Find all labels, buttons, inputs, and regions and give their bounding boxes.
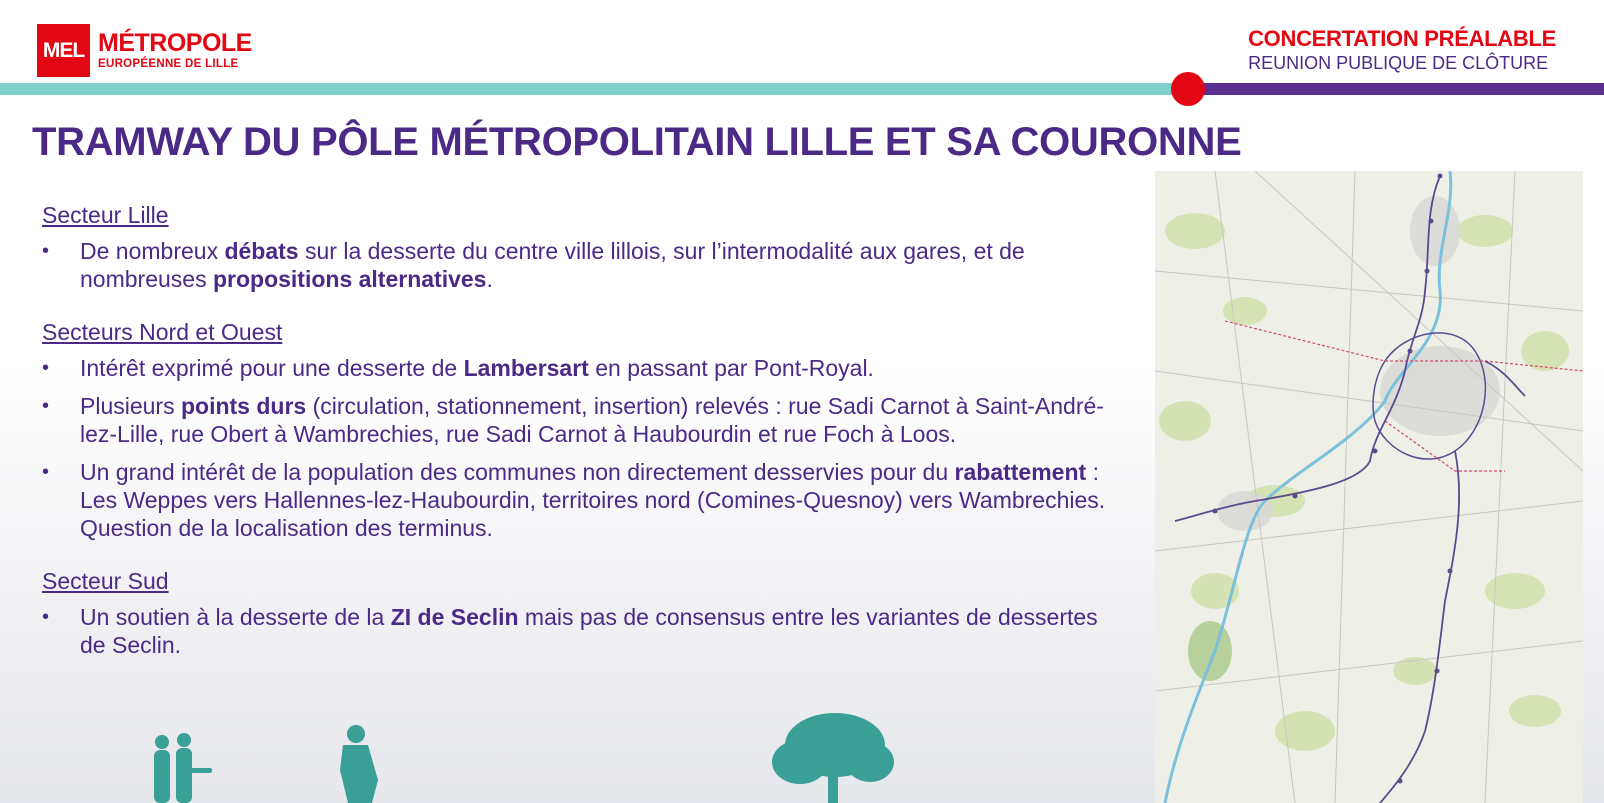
bullet-item	[42, 458, 1122, 542]
slide-title: TRAMWAY DU PÔLE MÉTROPOLITAIN LILLE ET SA COURONNE	[32, 120, 1242, 164]
bullet-text: Un grand intérêt de la population des communes non directement desservies pour du	[80, 459, 955, 485]
logo-mark: MEL	[37, 24, 90, 77]
bullet-text: : Les Weppes vers Hallennes-lez-Haubourdin, territoires nord (Comines-Quesnoy) vers Wambrechies. Question de la localisation des terminus.	[80, 459, 1106, 541]
sector-heading: Secteurs Nord et Ouest	[42, 319, 283, 345]
bold-text: ZI de Seclin	[390, 604, 519, 630]
bullet-list	[42, 603, 1122, 659]
bullet-text: Plusieurs	[80, 393, 181, 419]
bullet-item	[42, 354, 1122, 382]
bullet-text: sur la desserte du centre ville lillois, sur l’intermodalité aux gares, et de nombreuses	[80, 238, 1025, 292]
decorative-silhouettes	[0, 700, 1100, 803]
bullet-list	[42, 354, 1122, 542]
slide-content	[42, 202, 1122, 685]
logo-line2: EUROPÉENNE DE LILLE	[98, 57, 239, 70]
bullet-item	[42, 392, 1122, 448]
bullet-list	[42, 237, 1122, 293]
header-right	[1248, 26, 1556, 74]
cyclist-icon	[347, 725, 365, 743]
person-icon	[155, 735, 169, 749]
logo-text	[98, 28, 252, 71]
sector-heading: Secteur Lille	[42, 202, 169, 228]
bullet-text: .	[486, 266, 493, 292]
map-illustration	[1155, 171, 1583, 803]
bullet-item	[42, 237, 1122, 293]
bold-text: Lambersart	[463, 355, 589, 381]
bullet-text: (circulation, stationnement, insertion) relevés : rue Sadi Carnot à Saint-André-lez-Lille, rue Obert à Wambrechies, rue Sadi Carnot à Haubourdin et rue Foch à Loos.	[80, 393, 1104, 447]
bullet-text: en passant par Pont-Royal.	[588, 355, 874, 381]
bold-text: débats	[224, 238, 299, 264]
bullet-item	[42, 603, 1122, 659]
mel-logo	[37, 24, 252, 77]
concertation-label: CONCERTATION PRÉALABLE	[1248, 26, 1556, 51]
header-band-dot	[1171, 72, 1205, 106]
sector-heading: Secteur Sud	[42, 568, 169, 594]
bold-text: propositions alternatives	[212, 266, 487, 292]
bold-text: rabattement	[954, 459, 1087, 485]
bullet-text: mais pas de consensus entre les variantes de dessertes de Seclin.	[80, 604, 1098, 658]
header-band-purple	[1188, 83, 1604, 95]
bullet-text: Un soutien à la desserte de la	[80, 604, 391, 630]
logo-line1: MÉTROPOLE	[98, 28, 252, 57]
tramway-map	[1155, 171, 1583, 803]
bold-text: points durs	[180, 393, 307, 419]
meeting-label: REUNION PUBLIQUE DE CLÔTURE	[1248, 53, 1549, 73]
bullet-text: Intérêt exprimé pour une desserte de	[80, 355, 464, 381]
header-band-teal	[0, 83, 1188, 95]
bullet-text: De nombreux	[80, 238, 225, 264]
